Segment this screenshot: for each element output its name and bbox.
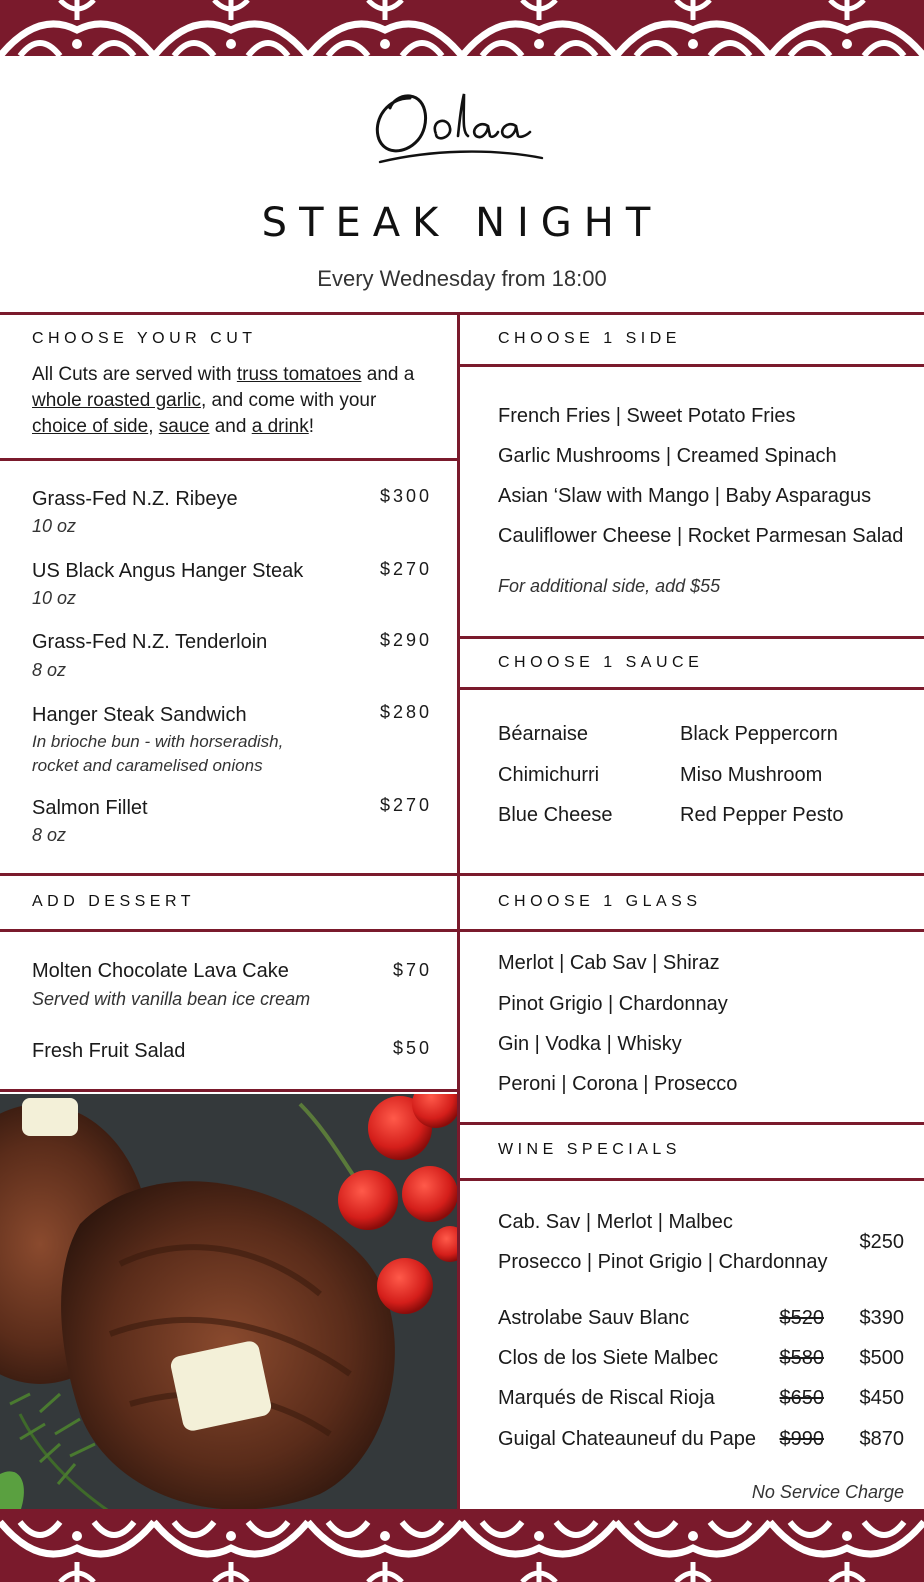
sauce-item: Chimichurri [498, 764, 600, 786]
wine-old-price: $520 [779, 1307, 824, 1329]
side-item: French Fries | Sweet Potato Fries [498, 405, 796, 427]
cut-name: Salmon Fillet [32, 797, 148, 819]
sauce-item: Black Peppercorn [680, 723, 838, 745]
steak-photo [0, 1094, 457, 1512]
sauce-item: Béarnaise [498, 723, 589, 745]
divider [0, 929, 924, 932]
cut-name: US Black Angus Hanger Steak [32, 560, 304, 582]
cuts-heading: CHOOSE YOUR CUT [32, 330, 257, 347]
wine-old-price: $990 [779, 1428, 824, 1450]
wine-new-price: $500 [859, 1347, 904, 1369]
service-charge-note: No Service Charge [751, 1482, 904, 1502]
divider [0, 312, 924, 315]
divider [460, 687, 924, 690]
page-subtitle: Every Wednesday from 18:00 [317, 266, 607, 291]
glass-item: Merlot | Cab Sav | Shiraz [498, 952, 720, 974]
oolaa-logo [370, 76, 550, 176]
cut-price: $290 [379, 630, 432, 650]
wine-name: Guigal Chateauneuf du Pape [498, 1428, 756, 1450]
house-wine-line: Cab. Sav | Merlot | Malbec [498, 1211, 733, 1233]
cut-detail: In brioche bun - with horseradish, [32, 732, 284, 751]
cut-name: Grass-Fed N.Z. Ribeye [32, 488, 238, 510]
top-pattern-band [0, 0, 924, 56]
cut-price: $270 [379, 559, 432, 579]
side-item: Asian ‘Slaw with Mango | Baby Asparagus [498, 485, 872, 507]
dessert-price: $50 [392, 1038, 432, 1058]
house-wine-price: $250 [859, 1231, 904, 1253]
wine-name: Astrolabe Sauv Blanc [498, 1307, 690, 1329]
wine-old-price: $580 [779, 1347, 824, 1369]
house-wine-line: Prosecco | Pinot Grigio | Chardonnay [498, 1251, 828, 1273]
divider [460, 1122, 924, 1125]
dessert-detail: Served with vanilla bean ice cream [32, 989, 311, 1009]
cut-detail: 10 oz [32, 516, 77, 536]
divider [460, 636, 924, 639]
column-divider [457, 312, 460, 1512]
divider [0, 1089, 460, 1092]
cut-detail: rocket and caramelised onions [32, 756, 263, 775]
dessert-price: $70 [392, 960, 432, 980]
side-item: Cauliflower Cheese | Rocket Parmesan Salad [498, 525, 904, 547]
cut-name: Grass-Fed N.Z. Tenderloin [32, 631, 268, 653]
glass-heading: CHOOSE 1 GLASS [498, 893, 702, 910]
glass-item: Pinot Grigio | Chardonnay [498, 993, 728, 1015]
dessert-name: Fresh Fruit Salad [32, 1040, 186, 1062]
sauce-item: Red Pepper Pesto [680, 804, 844, 826]
cut-detail: 8 oz [32, 825, 67, 845]
glass-item: Gin | Vodka | Whisky [498, 1033, 682, 1055]
bottom-pattern-band [0, 1512, 924, 1582]
cut-detail: 8 oz [32, 660, 67, 680]
sauce-item: Blue Cheese [498, 804, 613, 826]
cut-price: $300 [379, 486, 432, 506]
cut-price: $280 [379, 702, 432, 722]
wine-name: Clos de los Siete Malbec [498, 1347, 719, 1369]
side-note: For additional side, add $55 [498, 576, 721, 596]
wine-old-price: $650 [779, 1387, 824, 1409]
side-heading: CHOOSE 1 SIDE [498, 330, 681, 347]
wine-new-price: $390 [859, 1307, 904, 1329]
cut-price: $270 [379, 795, 432, 815]
cut-detail: 10 oz [32, 588, 77, 608]
wine-heading: WINE SPECIALS [498, 1141, 681, 1158]
divider [0, 873, 924, 876]
glass-item: Peroni | Corona | Prosecco [498, 1073, 738, 1095]
page-title: STEAK NIGHT [261, 200, 663, 246]
divider [460, 1178, 924, 1181]
cut-name: Hanger Steak Sandwich [32, 704, 247, 726]
side-item: Garlic Mushrooms | Creamed Spinach [498, 445, 837, 467]
cuts-intro: All Cuts are served with truss tomatoes and a whole roasted garlic, and come with your choice of side, sauce and a drink! [32, 364, 415, 437]
dessert-name: Molten Chocolate Lava Cake [32, 960, 289, 982]
sauce-heading: CHOOSE 1 SAUCE [498, 654, 704, 671]
wine-new-price: $870 [859, 1428, 904, 1450]
sauce-item: Miso Mushroom [680, 764, 823, 786]
divider [460, 364, 924, 367]
divider [0, 458, 457, 461]
dessert-heading: ADD DESSERT [32, 893, 196, 910]
wine-new-price: $450 [859, 1387, 904, 1409]
wine-name: Marqués de Riscal Rioja [498, 1387, 715, 1409]
